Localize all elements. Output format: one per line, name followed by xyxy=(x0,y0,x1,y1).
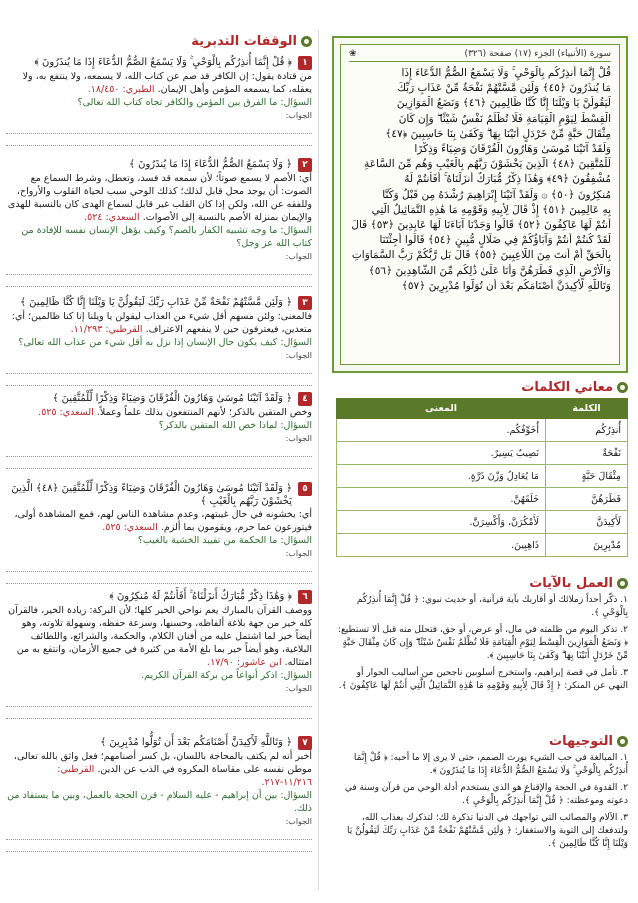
reflection-text xyxy=(6,508,312,534)
words-table-row xyxy=(337,419,628,442)
answer-line[interactable] xyxy=(6,707,312,719)
reflection-source: القرطبي: ١١/٢٩٣. xyxy=(70,324,143,335)
answer-line[interactable] xyxy=(6,122,312,134)
word-cell: أُنذِرُكُم xyxy=(546,419,628,442)
reflection-source: ابن عاشور: ١٧/٩٠. xyxy=(207,657,282,668)
words-table-row xyxy=(337,442,628,465)
answer-label: الجواب: xyxy=(285,111,312,120)
mushaf-line: قُلْ إِنَّمَا أُنذِرُكُم بِالْوَحْيِ ۚ وَلَا يَسْمَعُ الصُّمُّ الدُّعَاءَ إِذَا xyxy=(401,67,611,79)
word-cell: فَطَرَهُنَّ xyxy=(546,488,628,511)
answer-line[interactable] xyxy=(6,374,312,386)
word-cell: مُدْبِرِينَ xyxy=(546,534,628,557)
reflection-number: ٤ xyxy=(298,392,312,406)
mushaf-line: الْقِسْطَ لِيَوْمِ الْقِيَامَةِ فَلَا تُظْلَمُ نَفْسٌ شَيْئًا ۖ وَإِن كَانَ xyxy=(398,112,611,125)
reflection-question: السؤال: ما الحكمة من تقييد الخشية بالغيب؟ xyxy=(137,535,312,546)
mushaf-line: وَتَاللَّهِ لَأَكِيدَنَّ أَصْنَامَكُم بَعْدَ أَن تُوَلُّوا مُدْبِرِينَ ﴿٥٧﴾ xyxy=(401,279,611,292)
reflection-question: السؤال: لماذا خص الله المتقين بالذكر؟ xyxy=(158,420,312,431)
words-table-row xyxy=(337,488,628,511)
action-item: ١. ذكّر أحداً زملائك أو أقاربك بآية قرآنية، أو حديث نبوي: ﴿ قُلْ إِنَّمَا أُنذِرُكُم بِالْوَحْيِ ﴾. xyxy=(356,595,628,618)
mushaf-line: أَنتُمْ لَهَا عَاكِفُونَ ﴿٥٢﴾ قَالُوا وَجَدْنَا آبَاءَنَا لَهَا عَابِدِينَ ﴿٥٣﴾ قَالَ xyxy=(351,219,611,232)
reflection-verse: ﴿ وَلَقَدْ آتَيْنَا مُوسَىٰ وَهَارُونَ الْفُرْقَانَ وَضِيَاءً وَذِكْرًا لِّلْمُتَّقِينَ ﴿٤٨﴾ الَّذِينَ يَخْشَوْنَ رَبَّهُم بِالْغَيْبِ ﴾ xyxy=(11,483,292,507)
reflection-item xyxy=(6,482,312,584)
word-cell: لَأَكِيدَنَّ xyxy=(546,511,628,534)
meaning-cell: مَا يُعَادِلُ وَزْنَ ذَرَّةٍ. xyxy=(337,465,546,488)
guidance-list xyxy=(336,752,628,855)
words-table-row xyxy=(337,534,628,557)
answer-label: الجواب: xyxy=(285,434,312,443)
col-meaning-header: المعنى xyxy=(337,399,546,419)
reflection-body: من قتادة يقول: إن الكافر قد صم عن كتاب الله، لا يسمعه، ولا ينتفع به، ولا يعقله، كما يسمعه المؤمن وأهل الإيمان. xyxy=(22,71,312,95)
meaning-cell: نَصِيبٌ يَسِيرٌ. xyxy=(337,442,546,465)
actions-header xyxy=(336,576,628,591)
meaning-cell: خَلَقَهُنَّ. xyxy=(337,488,546,511)
column-divider xyxy=(318,30,319,890)
reflection-question: السؤال: ما وجه تشبيه الكفار بالصم؟ وكيف يؤهل الإنسان نفسه للإفادة من كتاب الله عز وجل؟ xyxy=(21,225,312,249)
answer-label: الجواب: xyxy=(285,252,312,261)
actions-title: العمل بالآيات xyxy=(529,576,613,591)
mushaf-line: لَيَقُولُنَّ يَا وَيْلَنَا إِنَّا كُنَّا ظَالِمِينَ ﴿٤٦﴾ وَنَضَعُ الْمَوَازِينَ xyxy=(396,97,611,110)
reflection-text xyxy=(6,172,312,224)
mushaf-header xyxy=(349,49,611,62)
reflection-question: السؤال: ما الفرق بين المؤمن والكافر تجاه كتاب الله تعالى؟ xyxy=(77,97,312,108)
section-bullet-icon xyxy=(617,578,628,589)
mushaf-line: بِهِ عَالِمِينَ ﴿٥١﴾ إِذْ قَالَ لِأَبِيهِ وَقَوْمِهِ مَا هَٰذِهِ التَّمَاثِيلُ الَّتِي xyxy=(371,203,611,216)
meaning-cell: لَأَمْكُرَنَّ، وَأَكْسِرَنَّ. xyxy=(337,511,546,534)
meaning-cell: ذَاهِبِينَ. xyxy=(337,534,546,557)
reflection-text xyxy=(6,604,312,669)
section-bullet-icon xyxy=(301,36,312,47)
words-table xyxy=(336,398,628,557)
answer-line[interactable] xyxy=(6,445,312,457)
reflection-question: السؤال: اذكر أنواعاً من بركة القرآن الكريم. xyxy=(141,670,312,681)
meaning-cell: أُخَوِّفُكُم. xyxy=(337,419,546,442)
reflection-body: أخبر أنه لم يكتف بالمحاجة باللسان، بل كسر أصنامهم؛ فعل واثق بالله تعالى، موطن نفسه على مقاساة المكروه في الذب عن الدين. xyxy=(13,751,312,775)
reflection-source: السعدي: ٥٢٤. xyxy=(84,212,140,223)
answer-label: الجواب: xyxy=(285,684,312,693)
reflection-item xyxy=(6,392,312,469)
mushaf-line: لَقَدْ كُنتُمْ أَنتُمْ وَآبَاؤُكُمْ فِي ضَلَالٍ مُّبِينٍ ﴿٥٤﴾ قَالُوا أَجِئْتَنَا xyxy=(379,234,611,247)
reflection-body: أي: يخشونه في حال غيبتهم، وعدم مشاهدة الناس لهم، فمع المشاهدة أولى، فيتورعون عما حرم، ويقومون بما ألزم. xyxy=(14,509,312,533)
reflection-item xyxy=(6,296,312,386)
reflection-number: ١ xyxy=(298,56,312,70)
mushaf-line: بِالْحَقِّ أَمْ أَنتَ مِنَ اللَّاعِبِينَ ﴿٥٥﴾ قَالَ بَل رَّبُّكُمْ رَبُّ السَّمَاوَاتِ xyxy=(351,249,611,262)
reflection-text xyxy=(6,406,312,419)
reflection-verse: ﴿ وَهَٰذَا ذِكْرٌ مُّبَارَكٌ أَنزَلْنَاهُ ۚ أَفَأَنتُمْ لَهُ مُنكِرُونَ ﴾ xyxy=(109,591,292,602)
reflection-source: السعدي: ٥٢٥. xyxy=(38,407,94,418)
answer-line[interactable] xyxy=(6,572,312,584)
answer-line[interactable] xyxy=(6,695,312,707)
reflection-text xyxy=(6,750,312,789)
mushaf-line: مَا يُنذَرُونَ ﴿٤٥﴾ وَلَئِن مَّسَّتْهُمْ نَفْحَةٌ مِّنْ عَذَابِ رَبِّكَ xyxy=(397,82,611,95)
words-table-row xyxy=(337,465,628,488)
words-title-wrap xyxy=(336,380,628,395)
answer-line[interactable] xyxy=(6,560,312,572)
answer-line[interactable] xyxy=(6,828,312,840)
reflection-item xyxy=(6,158,312,287)
guidance-item: ٢. القدوة في الحجة والإقناع هو الذي يستخدم أدلة الوحي من قرآن وسنة في دعوته وموعظته: ﴿ قُلْ إِنَّمَا أُنذِرُكُم بِالْوَحْيِ ﴾. xyxy=(344,783,628,806)
guidance-item: ١. المبالغة في حب الشيء يورث الصمم، حتى لا يرى إلا ما أحبه: ﴿ قُلْ إِنَّمَا أُنذِرُكُم بِالْوَحْيِ ۚ وَلَا يَسْمَعُ الصُّمُّ الدُّعَاءَ إِذَا مَا يُنذَرُونَ ﴾. xyxy=(353,753,628,776)
mushaf-line: مُنكِرُونَ ﴿٥٠﴾ ۞ وَلَقَدْ آتَيْنَا إِبْرَاهِيمَ رُشْدَهُ مِن قَبْلُ وَكُنَّا xyxy=(382,188,611,201)
col-word-header: الكلمة xyxy=(546,399,628,419)
reflection-verse: ﴿ قُلْ إِنَّمَا أُنذِرُكُم بِالْوَحْيِ ۚ وَلَا يَسْمَعُ الصُّمُّ الدُّعَاءَ إِذَا مَا يُنذَرُونَ ﴾ xyxy=(34,57,292,68)
reflection-number: ٢ xyxy=(298,158,312,172)
surah-info: سورة (الأنبياء) الجزء (١٧) صفحة (٣٢٦) xyxy=(464,49,611,59)
mushaf-text xyxy=(349,66,611,294)
reflection-source: القرطبي: ١١/٢١٦-٢١٧. xyxy=(57,764,312,788)
mushaf-page xyxy=(332,36,628,373)
reflection-verse: ﴿ وَلَئِن مَّسَّتْهُمْ نَفْحَةٌ مِّنْ عَذَابِ رَبِّكَ لَيَقُولُنَّ يَا وَيْلَنَا إِنَّا كُنَّا ظَالِمِينَ ﴾ xyxy=(20,297,292,308)
reflection-verse: ﴿ وَلَقَدْ آتَيْنَا مُوسَىٰ وَهَارُونَ الْفُرْقَانَ وَضِيَاءً وَذِكْرًا لِّلْمُتَّقِينَ ﴾ xyxy=(52,393,292,404)
answer-label: الجواب: xyxy=(285,351,312,360)
section-bullet-icon xyxy=(617,382,628,393)
words-table-header xyxy=(337,399,628,419)
mushaf-line: مُشْفِقُونَ ﴿٤٩﴾ وَهَٰذَا ذِكْرٌ مُّبَارَكٌ أَنزَلْنَاهُ ۚ أَفَأَنتُمْ لَهُ xyxy=(404,173,611,186)
reflection-item xyxy=(6,56,312,146)
answer-label: الجواب: xyxy=(285,817,312,826)
reflection-number: ٧ xyxy=(298,736,312,750)
reflections-header xyxy=(6,34,312,49)
mushaf-line: لِّلْمُتَّقِينَ ﴿٤٨﴾ الَّذِينَ يَخْشَوْنَ رَبَّهُم بِالْغَيْبِ وَهُم مِّنَ السَّاعَةِ xyxy=(364,158,611,171)
section-bullet-icon xyxy=(617,736,628,747)
reflection-question: السؤال: بين أن إبراهيم - عليه السلام - قرن الحجة بالعمل، وبين ما يستفاد من ذلك. xyxy=(7,790,312,814)
answer-line[interactable] xyxy=(6,840,312,852)
answer-line[interactable] xyxy=(6,134,312,146)
actions-title-wrap xyxy=(336,576,628,591)
word-cell: نَفْحَةٌ xyxy=(546,442,628,465)
mushaf-line: وَلَقَدْ آتَيْنَا مُوسَىٰ وَهَارُونَ الْفُرْقَانَ وَضِيَاءً وَذِكْرًا xyxy=(414,143,611,156)
reflection-question: السؤال: كيف يكون حال الإنسان إذا نزل به أقل شيء من عذاب الله تعالى؟ xyxy=(18,337,312,348)
guidance-item: ٣. الآلام والمصائب التي تواجهك في الدنيا تذكرة لك؛ لتذكرك بعذاب الله، ولتدفعك إلى التوبة والاستغفار: ﴿ وَلَئِن مَّسَّتْهُمْ نَفْحَةٌ مِّنْ عَذَابِ رَبِّكَ لَيَقُولُنَّ يَا وَيْلَنَا إِنَّا كُنَّا ظَالِمِينَ ﴾. xyxy=(346,813,628,849)
guidance-title-wrap xyxy=(336,734,628,749)
reflection-body: وخص المتقين بالذكر؛ لأنهم المنتفعون بذلك علماً وعملاً. xyxy=(96,407,312,418)
words-table-row xyxy=(337,511,628,534)
reflections-title-wrap xyxy=(6,34,312,49)
words-title: معاني الكلمات xyxy=(521,380,613,395)
reflection-item xyxy=(6,736,312,852)
answer-line[interactable] xyxy=(6,275,312,287)
word-cell: مِثْقَالَ حَبَّةٍ xyxy=(546,465,628,488)
reflection-verse: ﴿ وَلَا يَسْمَعُ الصُّمُّ الدُّعَاءَ إِذَا مَا يُنذَرُونَ ﴾ xyxy=(129,159,292,170)
reflection-number: ٣ xyxy=(298,296,312,310)
reflection-body: أي: الأصم لا يسمع صوتاً؛ لأن سمعه قد فسد، وتعطل، وشرط السماع مع الصوت: أن يوجد محل قابل لذلك؛ كذلك الوحي سبب لحياة القلوب والأرواح، وللفقه عن الله، ولكن إذا كان القلب غير قابل لسماع الهدى كان بالنسبة للهدى والإيمان بمنزلة الأصم بالنسبة إلى الأصوات. xyxy=(7,173,312,223)
answer-label: الجواب: xyxy=(285,549,312,558)
action-item: ٢. تذكر اليوم من ظلمته في مال، أو عرض، أو حق، فتحلل منه قبل ألا تستطيع: ﴿ وَنَضَعُ الْمَوَازِينَ الْقِسْطَ لِيَوْمِ الْقِيَامَةِ فَلَا تُظْلَمُ نَفْسٌ شَيْئًا ۖ وَإِن كَانَ مِثْقَالَ حَبَّةٍ مِّنْ خَرْدَلٍ أَتَيْنَا بِهَا ۗ وَكَفَىٰ بِنَا حَاسِبِينَ ﴾. xyxy=(337,625,628,661)
answer-line[interactable] xyxy=(6,263,312,275)
reflections-title: الوقفات التدبرية xyxy=(191,34,297,49)
reflection-text xyxy=(6,310,312,336)
guidance-title: التوجيهات xyxy=(549,734,613,749)
ornament-icon: ❀ xyxy=(349,49,357,59)
reflection-source: السعدي: ٥٢٥. xyxy=(102,522,158,533)
action-item: ٣. تأمل في قصة إبراهيم، واستخرج أسلوبين ناجحين من أساليب الحوار أو النهي عن المنكر: ﴿ إِذْ قَالَ لِأَبِيهِ وَقَوْمِهِ مَا هَٰذِهِ التَّمَاثِيلُ الَّتِي أَنتُمْ لَهَا عَاكِفُونَ ﴾. xyxy=(338,668,628,691)
answer-line[interactable] xyxy=(6,362,312,374)
mushaf-line: مِثْقَالَ حَبَّةٍ مِّنْ خَرْدَلٍ أَتَيْنَا بِهَا ۗ وَكَفَىٰ بِنَا حَاسِبِينَ ﴿٤٧﴾ xyxy=(385,127,611,140)
words-header xyxy=(336,380,628,395)
reflection-source: الطبري: ١٨/٤٥٠. xyxy=(87,84,155,95)
mushaf-frame xyxy=(340,44,620,365)
reflection-number: ٦ xyxy=(298,590,312,604)
words-table-body xyxy=(337,419,628,557)
mushaf-line: وَالْأَرْضِ الَّذِي فَطَرَهُنَّ وَأَنَا عَلَىٰ ذَٰلِكُم مِّنَ الشَّاهِدِينَ ﴿٥٦﴾ xyxy=(368,264,611,277)
reflection-body: ووصف القرآن بالمبارك يعم نواحي الخير كلها؛ لأن البركة: زيادة الخير، فالقرآن كله خير من جهة بلاغة ألفاظه، وحسنها، وسرعة حفظه، وسهولة تلاوته، وهو أيضاً خير لما اشتمل عليه من أفنان الكلام، والحكمة، والشرائع، واللطائف البلاغية، وهو أيضاً خير بما بلغ الأمة من كثيرة في جميع الأزمان، وانتفع به من امتثاله. xyxy=(8,605,312,668)
actions-list xyxy=(336,594,628,697)
reflection-body: فالمعنى: ولئن مسهم أقل شيء من العذاب ليقولن يا ويلنا إنا كنا ظالمين؛ أي: متعدين، فيعترفون حين لا ينفعهم الاعتراف. xyxy=(11,311,312,335)
guidance-header xyxy=(336,734,628,749)
reflection-text xyxy=(6,70,312,96)
answer-line[interactable] xyxy=(6,457,312,469)
reflection-number: ٥ xyxy=(298,482,312,496)
reflection-item xyxy=(6,590,312,719)
reflection-verse: ﴿ وَتَاللَّهِ لَأَكِيدَنَّ أَصْنَامَكُم بَعْدَ أَن تُوَلُّوا مُدْبِرِينَ ﴾ xyxy=(100,737,292,748)
